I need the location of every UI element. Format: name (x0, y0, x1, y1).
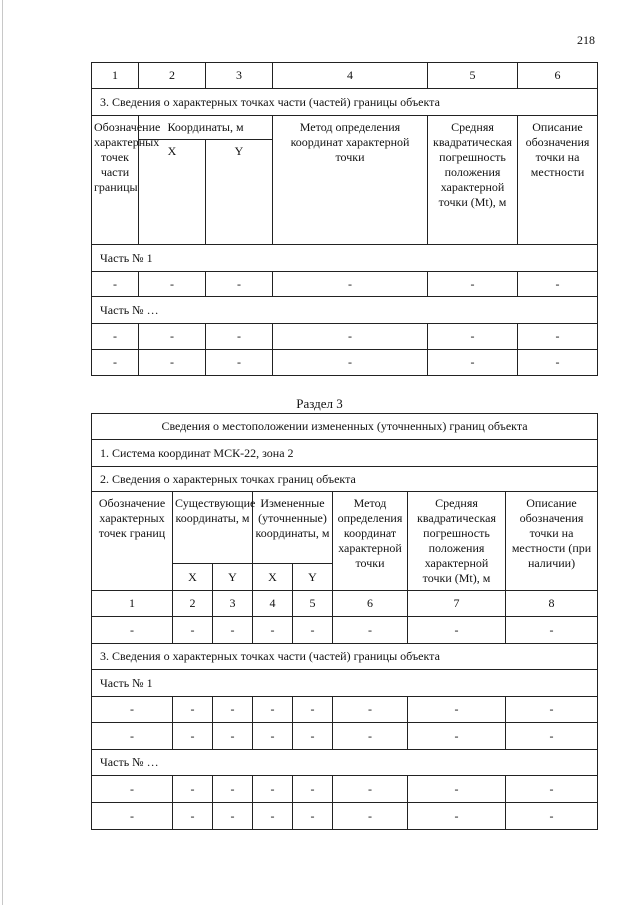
cell: - (408, 617, 506, 644)
header-coordinates: Координаты, м (139, 116, 273, 140)
table-title: Сведения о местоположении измененных (уточненных) границ объекта (92, 414, 598, 440)
header-description: Описание обозначения точки на местности (518, 116, 598, 245)
cell: - (273, 272, 428, 297)
col-number: 3 (206, 63, 273, 89)
col-number: 4 (253, 591, 293, 617)
part-label: Часть № … (92, 750, 598, 776)
cell: - (92, 776, 173, 803)
table-row (92, 617, 598, 644)
header-designation: Обозначение характерных точек части границы (92, 116, 139, 245)
cell: - (518, 272, 598, 297)
cell: - (428, 350, 518, 376)
header-y: Y (206, 140, 273, 245)
cell: - (92, 697, 173, 723)
cell: - (506, 803, 598, 830)
parts-heading: 3. Сведения о характерных точках части (частей) границы объекта (92, 644, 598, 670)
cell: - (408, 776, 506, 803)
parts-points-table (91, 62, 598, 376)
cell: - (506, 617, 598, 644)
cell: - (173, 723, 213, 750)
cell: - (213, 617, 253, 644)
col-number: 1 (92, 63, 139, 89)
column-number-row (92, 63, 598, 89)
table-row (92, 776, 598, 803)
cell: - (173, 803, 213, 830)
cell: - (213, 723, 253, 750)
cell: - (518, 324, 598, 350)
cell: - (92, 803, 173, 830)
cell: - (92, 324, 139, 350)
cell: - (273, 324, 428, 350)
header-method: Метод определения координат характерной точки (333, 492, 408, 591)
cell: - (333, 723, 408, 750)
header-y: Y (213, 564, 253, 591)
cell: - (139, 324, 206, 350)
cell: - (213, 776, 253, 803)
col-number: 4 (273, 63, 428, 89)
changed-boundaries-table (91, 413, 598, 830)
cell: - (206, 272, 273, 297)
section-title: Раздел 3 (296, 396, 343, 411)
header-x: X (253, 564, 293, 591)
header-x: X (139, 140, 206, 245)
scan-edge (2, 0, 3, 905)
col-number: 8 (506, 591, 598, 617)
part-label: Часть № … (92, 297, 598, 324)
header-y: Y (293, 564, 333, 591)
cell: - (273, 350, 428, 376)
col-number: 5 (293, 591, 333, 617)
cell: - (206, 350, 273, 376)
cell: - (253, 617, 293, 644)
table-row (92, 723, 598, 750)
column-number-row (92, 591, 598, 617)
cell: - (293, 776, 333, 803)
header-error: Средняя квадратическая погрешность положения характерной точки (Mt), м (428, 116, 518, 245)
col-number: 3 (213, 591, 253, 617)
table-row (92, 697, 598, 723)
cell: - (253, 776, 293, 803)
col-number: 1 (92, 591, 173, 617)
part-label: Часть № 1 (92, 245, 598, 272)
cell: - (206, 324, 273, 350)
cell: - (506, 697, 598, 723)
cell: - (408, 803, 506, 830)
cell: - (253, 803, 293, 830)
header-description: Описание обозначения точки на местности (при наличии) (506, 492, 598, 591)
cell: - (92, 350, 139, 376)
cell: - (92, 723, 173, 750)
cell: - (333, 697, 408, 723)
cell: - (253, 697, 293, 723)
cell: - (213, 697, 253, 723)
table-row (92, 803, 598, 830)
cell: - (92, 272, 139, 297)
cell: - (506, 723, 598, 750)
coordinate-system: 1. Система координат МСК-22, зона 2 (92, 440, 598, 467)
cell: - (173, 697, 213, 723)
cell: - (506, 776, 598, 803)
col-number: 6 (518, 63, 598, 89)
header-changed: Измененные (уточненные) координаты, м (253, 492, 333, 564)
cell: - (173, 617, 213, 644)
table-row (92, 272, 598, 297)
table-row (92, 350, 598, 376)
cell: - (293, 697, 333, 723)
table-row (92, 324, 598, 350)
cell: - (92, 617, 173, 644)
cell: - (428, 324, 518, 350)
header-existing: Существующие координаты, м (173, 492, 253, 564)
header-designation: Обозначение характерных точек границ (92, 492, 173, 591)
cell: - (213, 803, 253, 830)
cell: - (333, 617, 408, 644)
points-heading: 2. Сведения о характерных точках границ объекта (92, 467, 598, 492)
col-number: 2 (139, 63, 206, 89)
cell: - (173, 776, 213, 803)
cell: - (139, 272, 206, 297)
header-error: Средняя квадратическая погрешность положения характерной точки (Mt), м (408, 492, 506, 591)
cell: - (293, 803, 333, 830)
page-number: 218 (577, 33, 595, 47)
cell: - (333, 803, 408, 830)
col-number: 7 (408, 591, 506, 617)
cell: - (293, 617, 333, 644)
cell: - (293, 723, 333, 750)
cell: - (333, 776, 408, 803)
col-number: 2 (173, 591, 213, 617)
section-heading: 3. Сведения о характерных точках части (частей) границы объекта (92, 89, 598, 116)
cell: - (139, 350, 206, 376)
cell: - (253, 723, 293, 750)
part-label: Часть № 1 (92, 670, 598, 697)
cell: - (518, 350, 598, 376)
col-number: 5 (428, 63, 518, 89)
cell: - (408, 697, 506, 723)
cell: - (428, 272, 518, 297)
header-method: Метод определения координат характерной точки (273, 116, 428, 245)
header-x: X (173, 564, 213, 591)
col-number: 6 (333, 591, 408, 617)
cell: - (408, 723, 506, 750)
